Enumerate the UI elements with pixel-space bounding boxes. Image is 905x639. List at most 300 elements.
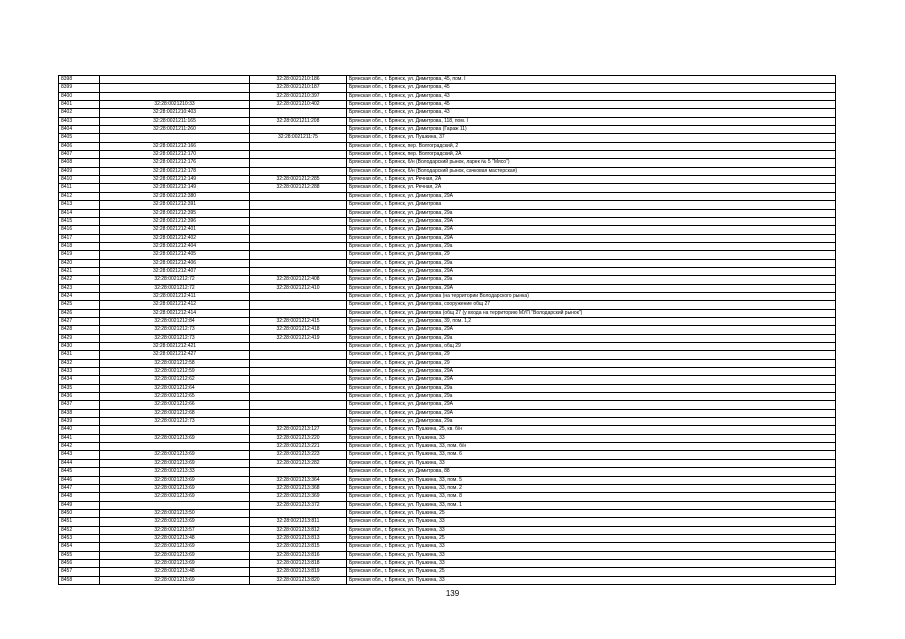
address-cell: Брянская обл., г. Брянск, ул. Димитрова, 29А <box>347 409 836 417</box>
land-cadastral-number-cell: 32:28:0021210:403 <box>100 109 250 117</box>
address-cell: Брянская обл., г. Брянск, ул. Димитрова, 29А <box>347 267 836 275</box>
object-cadastral-number-cell <box>250 109 347 117</box>
land-cadastral-number-cell: 32:28:0021212:411 <box>100 292 250 300</box>
row-number-cell: 8443 <box>59 451 100 459</box>
address-cell: Брянская обл., г. Брянск, пер. Волгоградский, 2 <box>347 142 836 150</box>
land-cadastral-number-cell: 32:28:0021212:149 <box>100 184 250 192</box>
address-cell: Брянская обл., г. Брянск, ул. Пушкина, 25 <box>347 568 836 576</box>
object-cadastral-number-cell: 32:28:0021210:186 <box>250 76 347 84</box>
object-cadastral-number-cell <box>250 234 347 242</box>
row-number-cell: 8446 <box>59 476 100 484</box>
object-cadastral-number-cell: 32:28:0021213:282 <box>250 459 347 467</box>
table-row <box>59 443 836 451</box>
land-cadastral-number-cell <box>100 134 250 142</box>
table-row <box>59 309 836 317</box>
land-cadastral-number-cell: 32:28:0021212:62 <box>100 376 250 384</box>
object-cadastral-number-cell <box>250 217 347 225</box>
address-cell: Брянская обл., г. Брянск, ул. Димитрова, 29А <box>347 284 836 292</box>
row-number-cell: 8431 <box>59 351 100 359</box>
object-cadastral-number-cell: 32:28:0021213:369 <box>250 493 347 501</box>
address-cell: Брянская обл., г. Брянск, ул. Пушкина, 37 <box>347 134 836 142</box>
table-row <box>59 234 836 242</box>
table-row <box>59 409 836 417</box>
land-cadastral-number-cell: 32:28:0021212:427 <box>100 351 250 359</box>
object-cadastral-number-cell: 32:28:0021211:75 <box>250 134 347 142</box>
object-cadastral-number-cell: 32:28:0021213:819 <box>250 568 347 576</box>
address-cell: Брянская обл., г. Брянск, ул. Пушкина, 33, пом. 2 <box>347 484 836 492</box>
land-cadastral-number-cell: 32:28:0021212:84 <box>100 317 250 325</box>
row-number-cell: 8429 <box>59 334 100 342</box>
table-row <box>59 109 836 117</box>
table-row <box>59 151 836 159</box>
land-cadastral-number-cell: 32:28:0021210:33 <box>100 101 250 109</box>
object-cadastral-number-cell <box>250 368 347 376</box>
land-cadastral-number-cell: 32:28:0021212:395 <box>100 209 250 217</box>
table-row <box>59 518 836 526</box>
table-row <box>59 534 836 542</box>
address-cell: Брянская обл., г. Брянск, ул. Димитрова, 29А <box>347 234 836 242</box>
row-number-cell: 8450 <box>59 509 100 517</box>
object-cadastral-number-cell <box>250 384 347 392</box>
row-number-cell: 8449 <box>59 501 100 509</box>
address-cell: Брянская обл., г. Брянск, ул. Пушкина, 33 <box>347 551 836 559</box>
address-cell: Брянская обл., г. Брянск, ул. Димитрова, 29А <box>347 326 836 334</box>
land-cadastral-number-cell: 32:28:0021212:73 <box>100 418 250 426</box>
address-cell: Брянская обл., г. Брянск, ул. Димитрова, 29а <box>347 334 836 342</box>
land-cadastral-number-cell: 32:28:0021212:58 <box>100 359 250 367</box>
address-cell: Брянская обл., г. Брянск, ул. Димитрова, 45 <box>347 101 836 109</box>
table-row <box>59 476 836 484</box>
table-row <box>59 267 836 275</box>
land-cadastral-number-cell: 32:28:0021213:48 <box>100 568 250 576</box>
registry-table-body <box>59 76 836 585</box>
land-cadastral-number-cell: 32:28:0021212:405 <box>100 251 250 259</box>
land-cadastral-number-cell <box>100 426 250 434</box>
object-cadastral-number-cell: 32:28:0021213:816 <box>250 551 347 559</box>
row-number-cell: 8433 <box>59 368 100 376</box>
object-cadastral-number-cell <box>250 301 347 309</box>
row-number-cell: 8409 <box>59 167 100 175</box>
object-cadastral-number-cell: 32:28:0021210:187 <box>250 84 347 92</box>
table-row <box>59 292 836 300</box>
land-cadastral-number-cell: 32:28:0021212:149 <box>100 176 250 184</box>
object-cadastral-number-cell <box>250 468 347 476</box>
row-number-cell: 8447 <box>59 484 100 492</box>
object-cadastral-number-cell: 32:28:0021213:223 <box>250 451 347 459</box>
table-row <box>59 493 836 501</box>
address-cell: Брянская обл., г. Брянск, ул. Пушкина, 33, пом. 6 <box>347 451 836 459</box>
row-number-cell: 8437 <box>59 401 100 409</box>
row-number-cell: 8439 <box>59 418 100 426</box>
address-cell: Брянская обл., г. Брянск, ул. Димитрова, 43 <box>347 109 836 117</box>
row-number-cell: 8458 <box>59 576 100 584</box>
land-cadastral-number-cell: 32:28:0021212:72 <box>100 284 250 292</box>
land-cadastral-number-cell: 32:28:0021212:64 <box>100 384 250 392</box>
table-row <box>59 84 836 92</box>
table-row <box>59 117 836 125</box>
row-number-cell: 8441 <box>59 434 100 442</box>
land-cadastral-number-cell <box>100 501 250 509</box>
address-cell: Брянская обл., г. Брянск, ул. Димитрова, 29а <box>347 384 836 392</box>
table-row <box>59 317 836 325</box>
address-cell: Брянская обл., г. Брянск, ул. Димитрова, 29А <box>347 217 836 225</box>
table-row <box>59 359 836 367</box>
row-number-cell: 8448 <box>59 493 100 501</box>
row-number-cell: 8422 <box>59 276 100 284</box>
object-cadastral-number-cell <box>250 418 347 426</box>
row-number-cell: 8427 <box>59 317 100 325</box>
row-number-cell: 8428 <box>59 326 100 334</box>
object-cadastral-number-cell: 32:28:0021212:415 <box>250 317 347 325</box>
address-cell: Брянская обл., г. Брянск, ул. Димитрова, 29А <box>347 192 836 200</box>
address-cell: Брянская обл., г. Брянск, ул. Димитрова, 29 <box>347 351 836 359</box>
land-cadastral-number-cell: 32:28:0021213:69 <box>100 559 250 567</box>
object-cadastral-number-cell: 32:28:0021210:402 <box>250 101 347 109</box>
table-row <box>59 209 836 217</box>
land-cadastral-number-cell <box>100 92 250 100</box>
object-cadastral-number-cell <box>250 393 347 401</box>
land-cadastral-number-cell: 32:28:0021213:48 <box>100 534 250 542</box>
address-cell: Брянская обл., г. Брянск, ул. Димитрова, 29а <box>347 276 836 284</box>
table-row <box>59 484 836 492</box>
land-cadastral-number-cell: 32:28:0021212:391 <box>100 201 250 209</box>
address-cell: Брянская обл., г. Брянск, ул. Пушкина, 33 <box>347 576 836 584</box>
object-cadastral-number-cell: 32:28:0021212:285 <box>250 176 347 184</box>
land-cadastral-number-cell: 32:28:0021213:69 <box>100 543 250 551</box>
row-number-cell: 8436 <box>59 393 100 401</box>
table-row <box>59 334 836 342</box>
table-row <box>59 434 836 442</box>
row-number-cell: 8424 <box>59 292 100 300</box>
object-cadastral-number-cell: 32:28:0021213:364 <box>250 476 347 484</box>
address-cell: Брянская обл., г. Брянск, ул. Пушкина, 25, кв. б/н <box>347 426 836 434</box>
land-cadastral-number-cell: 32:28:0021212:166 <box>100 142 250 150</box>
object-cadastral-number-cell <box>250 343 347 351</box>
address-cell: Брянская обл., г. Брянск, ул. Димитрова, 43 <box>347 92 836 100</box>
object-cadastral-number-cell: 32:28:0021212:288 <box>250 184 347 192</box>
address-cell: Брянская обл., г. Брянск, ул. Димитрова, 29а <box>347 259 836 267</box>
row-number-cell: 8421 <box>59 267 100 275</box>
land-cadastral-number-cell: 32:28:0021213:57 <box>100 526 250 534</box>
land-cadastral-number-cell: 32:28:0021213:69 <box>100 476 250 484</box>
object-cadastral-number-cell: 32:28:0021213:815 <box>250 543 347 551</box>
object-cadastral-number-cell: 32:28:0021213:220 <box>250 434 347 442</box>
land-cadastral-number-cell: 32:28:0021212:402 <box>100 234 250 242</box>
row-number-cell: 8430 <box>59 343 100 351</box>
row-number-cell: 8432 <box>59 359 100 367</box>
table-row <box>59 101 836 109</box>
land-cadastral-number-cell: 32:28:0021213:69 <box>100 518 250 526</box>
address-cell: Брянская обл., г. Брянск, ул. Пушкина, 33, пом. б/н <box>347 443 836 451</box>
page-number: 139 <box>445 589 460 598</box>
table-row <box>59 276 836 284</box>
land-cadastral-number-cell: 32:28:0021212:65 <box>100 393 250 401</box>
row-number-cell: 8405 <box>59 134 100 142</box>
object-cadastral-number-cell <box>250 201 347 209</box>
land-cadastral-number-cell: 32:28:0021212:170 <box>100 151 250 159</box>
land-cadastral-number-cell: 32:28:0021212:412 <box>100 301 250 309</box>
row-number-cell: 8438 <box>59 409 100 417</box>
object-cadastral-number-cell: 32:28:0021213:368 <box>250 484 347 492</box>
address-cell: Брянская обл., г. Брянск, ул. Димитрова, 29а <box>347 209 836 217</box>
address-cell: Брянская обл., г. Брянск, ул. Речная, 2А <box>347 176 836 184</box>
address-cell: Брянская обл., г. Брянск, ул. Димитрова, 29 <box>347 359 836 367</box>
table-row <box>59 559 836 567</box>
row-number-cell: 8398 <box>59 76 100 84</box>
row-number-cell: 8453 <box>59 534 100 542</box>
table-row <box>59 343 836 351</box>
address-cell: Брянская обл., г. Брянск, ул. Димитрова (на территории Володарского рынка) <box>347 292 836 300</box>
address-cell: Брянская обл., г. Брянск, ул. Димитрова, 29А <box>347 401 836 409</box>
land-cadastral-number-cell: 32:28:0021212:421 <box>100 343 250 351</box>
land-cadastral-number-cell: 32:28:0021213:69 <box>100 484 250 492</box>
object-cadastral-number-cell: 32:28:0021213:372 <box>250 501 347 509</box>
object-cadastral-number-cell: 32:28:0021211:208 <box>250 117 347 125</box>
table-row <box>59 217 836 225</box>
address-cell: Брянская обл., г. Брянск, ул. Димитрова, 45, пом. I <box>347 76 836 84</box>
table-row <box>59 459 836 467</box>
table-row <box>59 376 836 384</box>
row-number-cell: 8423 <box>59 284 100 292</box>
object-cadastral-number-cell <box>250 509 347 517</box>
table-row <box>59 543 836 551</box>
object-cadastral-number-cell <box>250 351 347 359</box>
address-cell: Брянская обл., г. Брянск, ул. Пушкина, 33, пом. 1 <box>347 501 836 509</box>
address-cell: Брянская обл., г. Брянск, ул. Димитрова, общ 29 <box>347 343 836 351</box>
row-number-cell: 8399 <box>59 84 100 92</box>
object-cadastral-number-cell: 32:28:0021212:408 <box>250 276 347 284</box>
object-cadastral-number-cell: 32:28:0021213:813 <box>250 534 347 542</box>
registry-table <box>58 75 836 585</box>
object-cadastral-number-cell: 32:28:0021213:811 <box>250 518 347 526</box>
land-cadastral-number-cell: 32:28:0021213:69 <box>100 551 250 559</box>
table-row <box>59 426 836 434</box>
object-cadastral-number-cell <box>250 151 347 159</box>
table-row <box>59 184 836 192</box>
address-cell: Брянская обл., г. Брянск, ул. Димитрова (Гараж 11) <box>347 126 836 134</box>
land-cadastral-number-cell: 32:28:0021213:69 <box>100 434 250 442</box>
table-row <box>59 526 836 534</box>
table-row <box>59 418 836 426</box>
object-cadastral-number-cell: 32:28:0021210:397 <box>250 92 347 100</box>
land-cadastral-number-cell: 32:28:0021213:69 <box>100 576 250 584</box>
land-cadastral-number-cell: 32:28:0021212:66 <box>100 401 250 409</box>
row-number-cell: 8435 <box>59 384 100 392</box>
row-number-cell: 8434 <box>59 376 100 384</box>
row-number-cell: 8442 <box>59 443 100 451</box>
table-row <box>59 201 836 209</box>
object-cadastral-number-cell <box>250 409 347 417</box>
row-number-cell: 8440 <box>59 426 100 434</box>
object-cadastral-number-cell <box>250 209 347 217</box>
table-row <box>59 176 836 184</box>
table-row <box>59 351 836 359</box>
land-cadastral-number-cell: 32:28:0021212:72 <box>100 276 250 284</box>
address-cell: Брянская обл., г. Брянск, ул. Димитрова, 29А <box>347 368 836 376</box>
land-cadastral-number-cell: 32:28:0021211:165 <box>100 117 250 125</box>
table-row <box>59 568 836 576</box>
address-cell: Брянская обл., г. Брянск, ул. Димитрова, 39, пом. 1,2 <box>347 317 836 325</box>
address-cell: Брянская обл., г. Брянск, пер. Волгоградский, 2А <box>347 151 836 159</box>
row-number-cell: 8403 <box>59 117 100 125</box>
row-number-cell: 8419 <box>59 251 100 259</box>
object-cadastral-number-cell <box>250 142 347 150</box>
row-number-cell: 8402 <box>59 109 100 117</box>
table-row <box>59 226 836 234</box>
table-row <box>59 259 836 267</box>
row-number-cell: 8457 <box>59 568 100 576</box>
object-cadastral-number-cell: 32:28:0021213:127 <box>250 426 347 434</box>
address-cell: Брянская обл., г. Брянск, б/н (Володарский рынок, ларек № 5 "Мясо") <box>347 159 836 167</box>
table-row <box>59 401 836 409</box>
table-row <box>59 142 836 150</box>
row-number-cell: 8413 <box>59 201 100 209</box>
table-row <box>59 192 836 200</box>
table-row <box>59 551 836 559</box>
land-cadastral-number-cell: 32:28:0021212:406 <box>100 259 250 267</box>
object-cadastral-number-cell: 32:28:0021213:221 <box>250 443 347 451</box>
address-cell: Брянская обл., г. Брянск, ул. Димитрова (общ 27 (у входа на территорию МУП "Володарский рынок") <box>347 309 836 317</box>
table-row <box>59 576 836 584</box>
address-cell: Брянская обл., г. Брянск, ул. Димитрова, 29а <box>347 393 836 401</box>
address-cell: Брянская обл., г. Брянск, ул. Пушкина, 33, пом. 8 <box>347 493 836 501</box>
object-cadastral-number-cell <box>250 242 347 250</box>
address-cell: Брянская обл., г. Брянск, ул. Димитрова, сооружение общ 27 <box>347 301 836 309</box>
land-cadastral-number-cell: 32:28:0021213:50 <box>100 509 250 517</box>
land-cadastral-number-cell: 32:28:0021212:73 <box>100 326 250 334</box>
table-row <box>59 468 836 476</box>
row-number-cell: 8420 <box>59 259 100 267</box>
table-row <box>59 284 836 292</box>
land-cadastral-number-cell <box>100 443 250 451</box>
table-row <box>59 509 836 517</box>
row-number-cell: 8412 <box>59 192 100 200</box>
address-cell: Брянская обл., г. Брянск, ул. Речная, 2А <box>347 184 836 192</box>
row-number-cell: 8426 <box>59 309 100 317</box>
address-cell: Брянская обл., г. Брянск, ул. Пушкина, 33 <box>347 559 836 567</box>
table-row <box>59 368 836 376</box>
object-cadastral-number-cell <box>250 126 347 134</box>
object-cadastral-number-cell: 32:28:0021212:419 <box>250 334 347 342</box>
table-row <box>59 126 836 134</box>
land-cadastral-number-cell: 32:28:0021212:176 <box>100 159 250 167</box>
row-number-cell: 8416 <box>59 226 100 234</box>
object-cadastral-number-cell <box>250 159 347 167</box>
table-row <box>59 134 836 142</box>
table-row <box>59 384 836 392</box>
object-cadastral-number-cell <box>250 359 347 367</box>
row-number-cell: 8408 <box>59 159 100 167</box>
table-row <box>59 301 836 309</box>
row-number-cell: 8406 <box>59 142 100 150</box>
land-cadastral-number-cell: 32:28:0021212:380 <box>100 192 250 200</box>
row-number-cell: 8417 <box>59 234 100 242</box>
address-cell: Брянская обл., г. Брянск, ул. Пушкина, 33, пом. 5 <box>347 476 836 484</box>
address-cell: Брянская обл., г. Брянск, ул. Пушкина, 33 <box>347 459 836 467</box>
land-cadastral-number-cell: 32:28:0021213:33 <box>100 468 250 476</box>
object-cadastral-number-cell: 32:28:0021213:820 <box>250 576 347 584</box>
address-cell: Брянская обл., г. Брянск, ул. Димитрова, 88 <box>347 468 836 476</box>
address-cell: Брянская обл., г. Брянск, ул. Димитрова, 29А <box>347 226 836 234</box>
row-number-cell: 8456 <box>59 559 100 567</box>
table-row <box>59 159 836 167</box>
table-row <box>59 167 836 175</box>
object-cadastral-number-cell <box>250 167 347 175</box>
row-number-cell: 8410 <box>59 176 100 184</box>
row-number-cell: 8445 <box>59 468 100 476</box>
row-number-cell: 8455 <box>59 551 100 559</box>
row-number-cell: 8401 <box>59 101 100 109</box>
table-row <box>59 393 836 401</box>
land-cadastral-number-cell: 32:28:0021213:69 <box>100 451 250 459</box>
land-cadastral-number-cell: 32:28:0021212:396 <box>100 217 250 225</box>
object-cadastral-number-cell: 32:28:0021212:410 <box>250 284 347 292</box>
object-cadastral-number-cell <box>250 292 347 300</box>
land-cadastral-number-cell: 32:28:0021212:59 <box>100 368 250 376</box>
table-row <box>59 251 836 259</box>
table-row <box>59 76 836 84</box>
object-cadastral-number-cell <box>250 401 347 409</box>
row-number-cell: 8414 <box>59 209 100 217</box>
row-number-cell: 8415 <box>59 217 100 225</box>
table-row <box>59 326 836 334</box>
row-number-cell: 8451 <box>59 518 100 526</box>
row-number-cell: 8404 <box>59 126 100 134</box>
address-cell: Брянская обл., г. Брянск, ул. Димитрова, 29а <box>347 242 836 250</box>
object-cadastral-number-cell <box>250 259 347 267</box>
table-row <box>59 242 836 250</box>
land-cadastral-number-cell: 32:28:0021212:73 <box>100 334 250 342</box>
address-cell: Брянская обл., г. Брянск, ул. Димитрова, 29А <box>347 376 836 384</box>
address-cell: Брянская обл., г. Брянск, ул. Пушкина, 25 <box>347 509 836 517</box>
address-cell: Брянская обл., г. Брянск, ул. Димитрова, 29а <box>347 418 836 426</box>
object-cadastral-number-cell: 32:28:0021213:818 <box>250 559 347 567</box>
address-cell: Брянская обл., г. Брянск, ул. Пушкина, 33 <box>347 526 836 534</box>
row-number-cell: 8400 <box>59 92 100 100</box>
row-number-cell: 8444 <box>59 459 100 467</box>
row-number-cell: 8425 <box>59 301 100 309</box>
address-cell: Брянская обл., г. Брянск, ул. Димитрова <box>347 201 836 209</box>
land-cadastral-number-cell <box>100 76 250 84</box>
table-row <box>59 451 836 459</box>
address-cell: Брянская обл., г. Брянск, ул. Пушкина, 33 <box>347 518 836 526</box>
land-cadastral-number-cell: 32:28:0021212:178 <box>100 167 250 175</box>
object-cadastral-number-cell <box>250 309 347 317</box>
land-cadastral-number-cell: 32:28:0021212:407 <box>100 267 250 275</box>
object-cadastral-number-cell <box>250 226 347 234</box>
object-cadastral-number-cell <box>250 376 347 384</box>
address-cell: Брянская обл., г. Брянск, ул. Димитрова, 118, пом. I <box>347 117 836 125</box>
row-number-cell: 8418 <box>59 242 100 250</box>
land-cadastral-number-cell: 32:28:0021212:401 <box>100 226 250 234</box>
object-cadastral-number-cell <box>250 251 347 259</box>
land-cadastral-number-cell: 32:28:0021213:69 <box>100 459 250 467</box>
land-cadastral-number-cell: 32:28:0021212:414 <box>100 309 250 317</box>
address-cell: Брянская обл., г. Брянск, ул. Пушкина, 33 <box>347 543 836 551</box>
row-number-cell: 8411 <box>59 184 100 192</box>
object-cadastral-number-cell: 32:28:0021212:418 <box>250 326 347 334</box>
table-row <box>59 92 836 100</box>
address-cell: Брянская обл., г. Брянск, ул. Димитрова, 45 <box>347 84 836 92</box>
land-cadastral-number-cell: 32:28:0021212:404 <box>100 242 250 250</box>
land-cadastral-number-cell: 32:28:0021212:68 <box>100 409 250 417</box>
object-cadastral-number-cell <box>250 192 347 200</box>
row-number-cell: 8454 <box>59 543 100 551</box>
object-cadastral-number-cell <box>250 267 347 275</box>
land-cadastral-number-cell: 32:28:0021213:69 <box>100 493 250 501</box>
address-cell: Брянская обл., г. Брянск, ул. Пушкина, 33 <box>347 434 836 442</box>
address-cell: Брянская обл., г. Брянск, ул. Димитрова, 29 <box>347 251 836 259</box>
